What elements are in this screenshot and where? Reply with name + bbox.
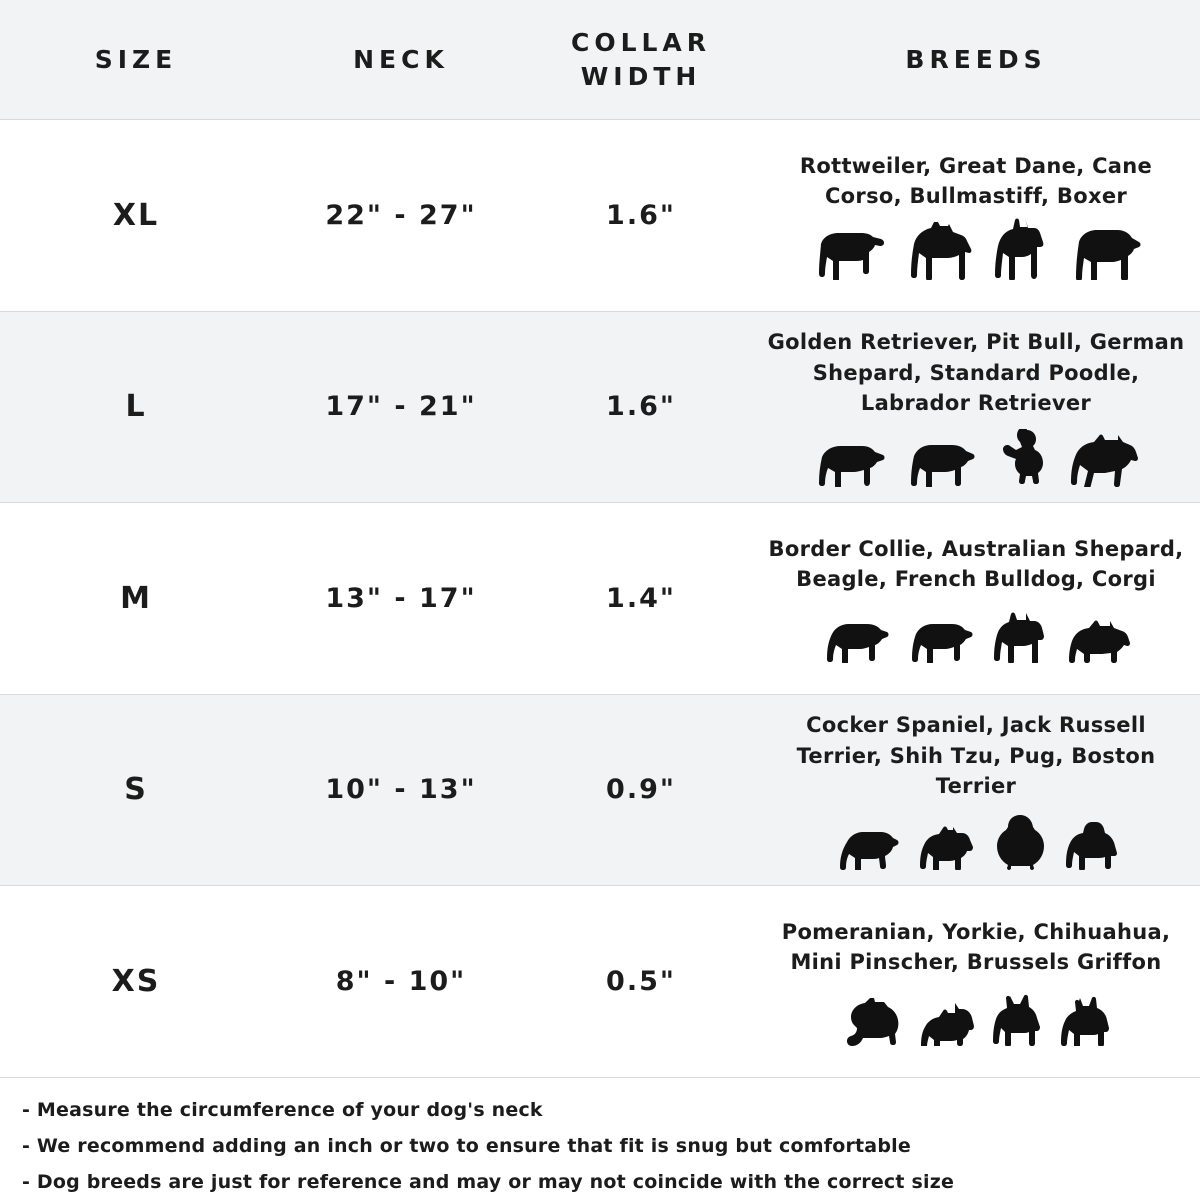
table-row	[0, 885, 1200, 1077]
cell-neck	[272, 391, 530, 422]
german-shepherd-silhouette-icon	[1066, 433, 1138, 487]
column-header-collar-width-line2: WIDTH	[580, 61, 702, 91]
cell-breeds	[752, 710, 1200, 869]
cell-neck	[272, 966, 530, 997]
cell-neck	[272, 774, 530, 805]
size-label: XL	[112, 197, 160, 233]
cane-corso-silhouette-icon	[991, 218, 1051, 280]
cell-neck	[272, 583, 530, 614]
breed-icon-group	[820, 601, 1132, 663]
jack-russell-terrier-silhouette-icon	[915, 824, 977, 870]
breeds-list: Golden Retriever, Pit Bull, German Shepard, Standard Poodle, Labrador Retriever	[767, 330, 1185, 416]
corgi-silhouette-icon	[1064, 619, 1132, 663]
size-label: M	[120, 580, 152, 616]
collar-width-measurement: 0.5"	[606, 965, 676, 997]
cell-collar-width	[530, 391, 752, 422]
golden-retriever-silhouette-icon	[814, 435, 888, 487]
cell-size	[0, 198, 272, 233]
cell-collar-width	[530, 966, 752, 997]
yorkie-silhouette-icon	[918, 1000, 976, 1046]
cell-size	[0, 772, 272, 807]
size-label: L	[125, 389, 147, 425]
pomeranian-silhouette-icon	[840, 998, 902, 1046]
pug-silhouette-icon	[1063, 820, 1119, 870]
poodle-silhouette-icon	[992, 429, 1050, 487]
column-header-size: SIZE	[94, 44, 178, 74]
breeds-list: Rottweiler, Great Dane, Cane Corso, Bullmastiff, Boxer	[799, 154, 1153, 209]
cell-collar-width	[530, 200, 752, 231]
collar-width-measurement: 0.9"	[606, 774, 676, 806]
table-row	[0, 119, 1200, 311]
cell-size	[0, 581, 272, 616]
table-row	[0, 311, 1200, 503]
shih-tzu-silhouette-icon	[993, 814, 1047, 870]
cell-breeds	[752, 534, 1200, 663]
mini-pinscher-silhouette-icon	[1058, 996, 1112, 1046]
cell-breeds	[752, 151, 1200, 280]
size-label: S	[124, 772, 148, 808]
bullmastiff-silhouette-icon	[1067, 222, 1141, 280]
cell-breeds	[752, 327, 1200, 486]
neck-measurement: 8" - 10"	[335, 965, 467, 997]
cell-collar-width	[530, 583, 752, 614]
cell-breeds	[752, 917, 1200, 1046]
neck-measurement: 10" - 13"	[325, 774, 477, 806]
collar-width-measurement: 1.4"	[606, 582, 676, 614]
footnote-reference: - Dog breeds are just for reference and may or may not coincide with the correct size	[22, 1170, 955, 1193]
cell-size	[0, 964, 272, 999]
pit-bull-silhouette-icon	[904, 435, 976, 487]
breeds-list: Pomeranian, Yorkie, Chihuahua, Mini Pinscher, Brussels Griffon	[781, 920, 1171, 975]
chihuahua-silhouette-icon	[992, 994, 1042, 1046]
cell-neck	[272, 200, 530, 231]
footnotes	[0, 1077, 1200, 1200]
size-label: XS	[111, 963, 161, 999]
neck-measurement: 17" - 21"	[325, 391, 477, 423]
breeds-list: Border Collie, Australian Shepard, Beagle, French Bulldog, Corgi	[768, 537, 1184, 592]
column-header-collar-width	[530, 26, 752, 94]
footnote-measure: - Measure the circumference of your dog's neck	[22, 1098, 543, 1121]
beagle-silhouette-icon	[906, 615, 974, 663]
neck-measurement: 13" - 17"	[325, 582, 477, 614]
great-dane-silhouette-icon	[903, 222, 975, 280]
breed-icon-group	[833, 808, 1119, 870]
footnote-recommendation: - We recommend adding an inch or two to ensure that fit is snug but comfortable	[22, 1134, 911, 1157]
cell-size	[0, 389, 272, 424]
neck-measurement: 22" - 27"	[325, 199, 477, 231]
french-bulldog-silhouette-icon	[990, 611, 1048, 663]
table-header-row	[0, 0, 1200, 119]
border-collie-silhouette-icon	[820, 615, 890, 663]
cell-collar-width	[530, 774, 752, 805]
table-row	[0, 502, 1200, 694]
column-header-collar-width-line1: COLLAR	[570, 27, 712, 57]
breed-icon-group	[840, 984, 1112, 1046]
breed-icon-group	[814, 425, 1138, 487]
breed-icon-group	[811, 218, 1141, 280]
collar-width-measurement: 1.6"	[606, 391, 676, 423]
column-header-breeds: BREEDS	[905, 44, 1047, 74]
column-header-neck: NECK	[353, 44, 449, 74]
collar-width-measurement: 1.6"	[606, 199, 676, 231]
cocker-spaniel-silhouette-icon	[833, 824, 899, 870]
rottweiler-silhouette-icon	[811, 222, 887, 280]
table-row	[0, 694, 1200, 886]
breeds-list: Cocker Spaniel, Jack Russell Terrier, Shih Tzu, Pug, Boston Terrier	[796, 713, 1156, 799]
